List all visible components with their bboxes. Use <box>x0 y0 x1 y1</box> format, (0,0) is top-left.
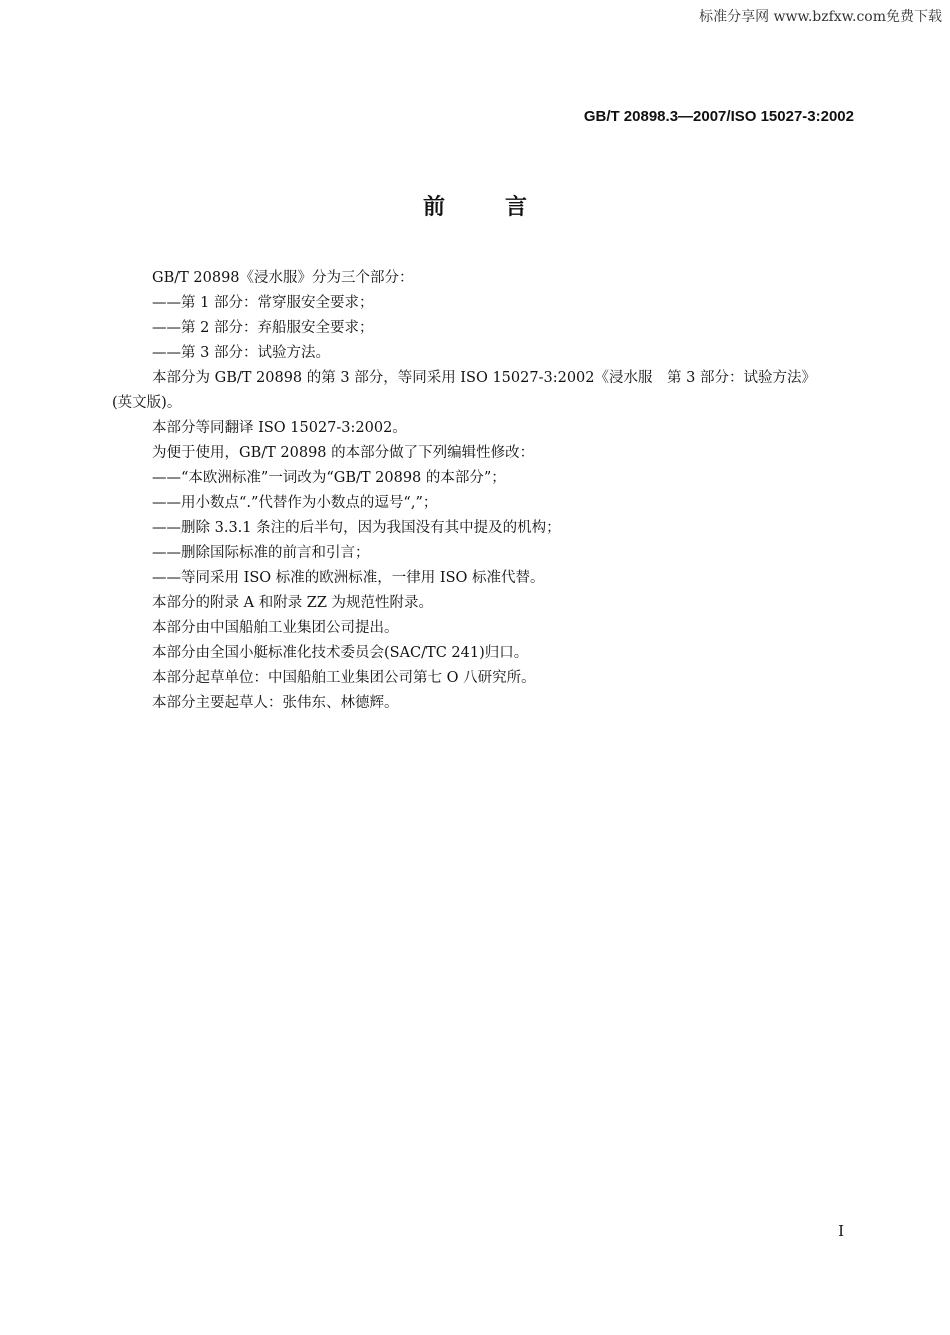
page-number: I <box>838 1222 844 1240</box>
paragraph: 本部分主要起草人：张伟东、林德辉。 <box>152 695 399 711</box>
watermark-text: 标准分享网 www.bzfxw.com免费下载 <box>699 9 942 25</box>
standard-number: GB/T 20898.3—2007/ISO 15027-3:2002 <box>583 108 854 125</box>
paragraph: ——第 3 部分：试验方法。 <box>152 345 330 361</box>
paragraph: 本部分等同翻译 ISO 15027-3:2002。 <box>152 420 407 436</box>
paragraph: 本部分为 GB/T 20898 的第 3 部分，等同采用 ISO 15027-3:2002《浸水服 第 3 部分：试验方法》 <box>152 370 816 386</box>
paragraph: ——删除国际标准的前言和引言； <box>152 545 370 561</box>
paragraph: 本部分由中国船舶工业集团公司提出。 <box>152 620 399 636</box>
paragraph: ——删除 3.3.1 条注的后半句，因为我国没有其中提及的机构； <box>152 520 561 536</box>
paragraph: 为便于使用，GB/T 20898 的本部分做了下列编辑性修改： <box>152 445 535 461</box>
paragraph: 本部分的附录 A 和附录 ZZ 为规范性附录。 <box>152 595 434 611</box>
paragraph: ——“本欧洲标准”一词改为“GB/T 20898 的本部分”； <box>152 470 506 486</box>
paragraph: ——第 1 部分：常穿服安全要求； <box>152 295 374 311</box>
paragraph: ——用小数点“.”代替作为小数点的逗号“,”； <box>152 495 438 511</box>
page-title: 前言 <box>422 195 587 220</box>
paragraph: (英文版)。 <box>112 395 182 411</box>
paragraph: ——等同采用 ISO 标准的欧洲标准，一律用 ISO 标准代替。 <box>152 570 545 586</box>
paragraph: GB/T 20898《浸水服》分为三个部分： <box>152 270 414 286</box>
document-body <box>112 266 862 716</box>
paragraph: ——第 2 部分：弃船服安全要求； <box>152 320 374 336</box>
paragraph: 本部分由全国小艇标准化技术委员会(SAC/TC 241)归口。 <box>152 645 529 661</box>
paragraph: 本部分起草单位：中国船舶工业集团公司第七 O 八研究所。 <box>152 670 536 686</box>
